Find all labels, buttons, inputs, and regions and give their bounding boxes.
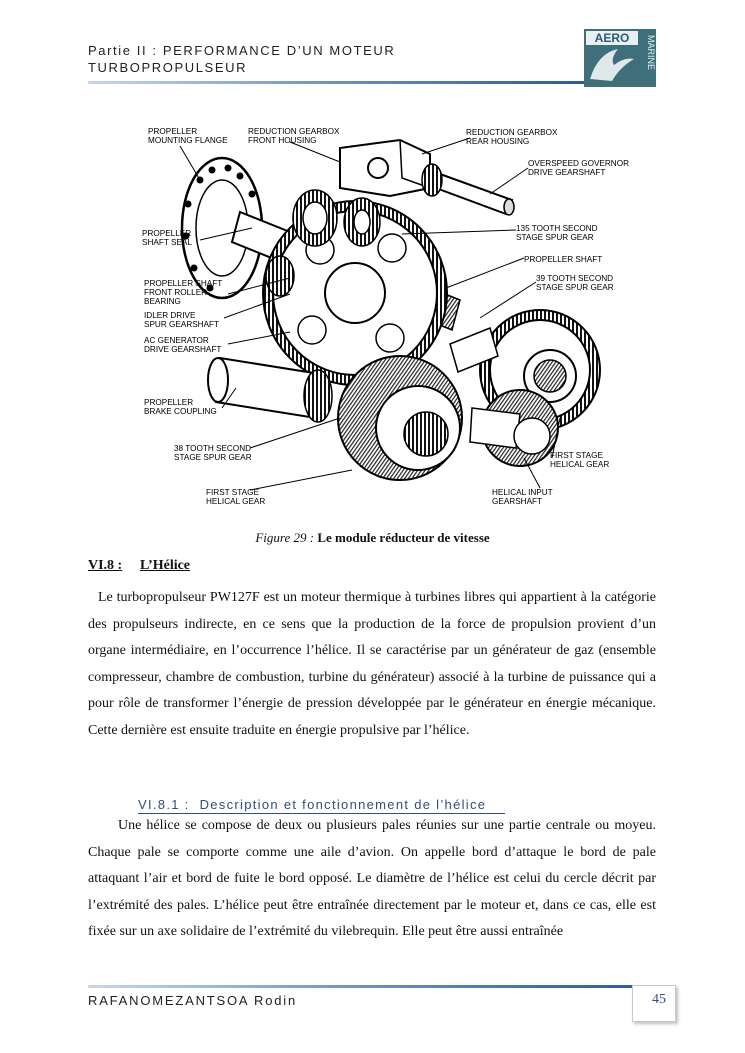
label-first-stage-left: FIRST STAGE — [206, 488, 259, 497]
header-line-1: Partie II : PERFORMANCE D’UN MOTEUR — [88, 43, 396, 58]
label-39-tooth: 39 TOOTH SECOND — [536, 274, 614, 283]
label-idler: IDLER DRIVE — [144, 311, 196, 320]
label-39-tooth-2: STAGE SPUR GEAR — [536, 283, 614, 292]
label-helical-input: HELICAL INPUT — [492, 488, 553, 497]
header-rule — [88, 81, 588, 84]
page-number-box — [632, 985, 676, 1022]
label-front-roller-3: BEARING — [144, 297, 181, 306]
section-heading — [88, 558, 190, 574]
section-title: L’Hélice — [140, 558, 191, 573]
overspeed-governor-shaft — [422, 164, 514, 215]
label-front-housing: REDUCTION GEARBOX — [248, 127, 340, 136]
label-135-tooth-2: STAGE SPUR GEAR — [516, 233, 594, 242]
subsection-title: Description et fonctionnement de l’hélice — [199, 797, 487, 812]
label-front-roller: PROPELLER SHAFT — [144, 279, 223, 288]
label-first-stage-left-2: HELICAL GEAR — [206, 497, 266, 506]
label-front-housing-2: FRONT HOUSING — [248, 136, 317, 145]
label-propeller-shaft: PROPELLER SHAFT — [524, 255, 603, 264]
footer-rule — [88, 985, 648, 988]
footer-author: RAFANOMEZANTSOA Rodin — [88, 993, 298, 1008]
aeromarine-logo — [584, 29, 656, 87]
logo-text-marine: MARINE — [646, 35, 656, 71]
subsection-paragraph: Une hélice se compose de deux ou plusieurs pales réunies sur une partie centrale ou moyeu. Chaque pale se comporte comme une aile d’avion. On appelle bord d’attaque le bord de pale attaquant l’air et bord de fuite le bord opposé. Le diamètre de l’hélice est celui du cercle décrit par l’extrémité des pales. L’hélice peut être entraînée directement par le moteur et, dans ce cas, elle est fixée sur un axe solidaire de l’extrémité du vilebrequin. Elle peut être aussi entraînée — [88, 818, 656, 940]
label-front-roller-2: FRONT ROLLER — [144, 288, 208, 297]
label-ac-generator-2: DRIVE GEARSHAFT — [144, 345, 222, 354]
first-stage-helical-gear-right — [470, 390, 558, 466]
label-mounting-flange: PROPELLER — [148, 127, 198, 136]
section-number: VI.8 : — [88, 558, 123, 573]
subsection-heading — [138, 797, 486, 812]
label-shaft-seal-2: SHAFT SEAL — [142, 238, 192, 247]
caption-text: Le module réducteur de vitesse — [317, 530, 490, 545]
label-rear-housing-2: REAR HOUSING — [466, 137, 530, 146]
label-38-tooth: 38 TOOTH SECOND — [174, 444, 252, 453]
label-overspeed: OVERSPEED GOVERNOR — [528, 159, 630, 168]
label-ac-generator: AC GENERATOR — [144, 336, 209, 345]
gearbox-figure — [140, 118, 640, 508]
caption-label: Figure 29 : — [255, 530, 315, 545]
label-first-stage-right: FIRST STAGE — [550, 451, 603, 460]
label-38-tooth-2: STAGE SPUR GEAR — [174, 453, 252, 462]
label-helical-input-2: GEARSHAFT — [492, 497, 543, 506]
label-first-stage-right-2: HELICAL GEAR — [550, 460, 610, 469]
running-header — [88, 42, 395, 76]
subsection-number: VI.8.1 : — [138, 797, 190, 812]
label-idler-2: SPUR GEARSHAFT — [144, 320, 220, 329]
figure-caption — [0, 530, 745, 546]
header-line-2: TURBOPROPULSEUR — [88, 60, 248, 75]
label-shaft-seal: PROPELLER — [142, 229, 192, 238]
logo-text-aero: AERO — [594, 31, 630, 45]
label-brake-coupling: PROPELLER — [144, 398, 194, 407]
label-135-tooth: 135 TOOTH SECOND — [516, 224, 598, 233]
page-number: 45 — [652, 992, 666, 1007]
label-mounting-flange-2: MOUNTING FLANGE — [148, 136, 228, 145]
label-overspeed-2: DRIVE GEARSHAFT — [528, 168, 606, 177]
gearbox-housing — [340, 140, 430, 196]
first-stage-helical-gear-left — [338, 356, 462, 480]
section-paragraph: Le turbopropulseur PW127F est un moteur thermique à turbines libres qui appartient à la catégorie des propulseurs indirecte, en ce sens que la production de la force de propulsion provient d’un organe intermédiaire, en l’occurrence l’hélice. Il se caractérise par un générateur de gaz (ensemble compresseur, chambre de combustion, turbine du générateur) associé à la turbine de puissance qui a pour rôle de transformer l’énergie de pression développée par le générateur en énergie mécanique. Cette dernière est ensuite traduite en énergie propulsive par l’hélice. — [88, 590, 656, 738]
label-brake-coupling-2: BRAKE COUPLING — [144, 407, 217, 416]
label-rear-housing: REDUCTION GEARBOX — [466, 128, 558, 137]
